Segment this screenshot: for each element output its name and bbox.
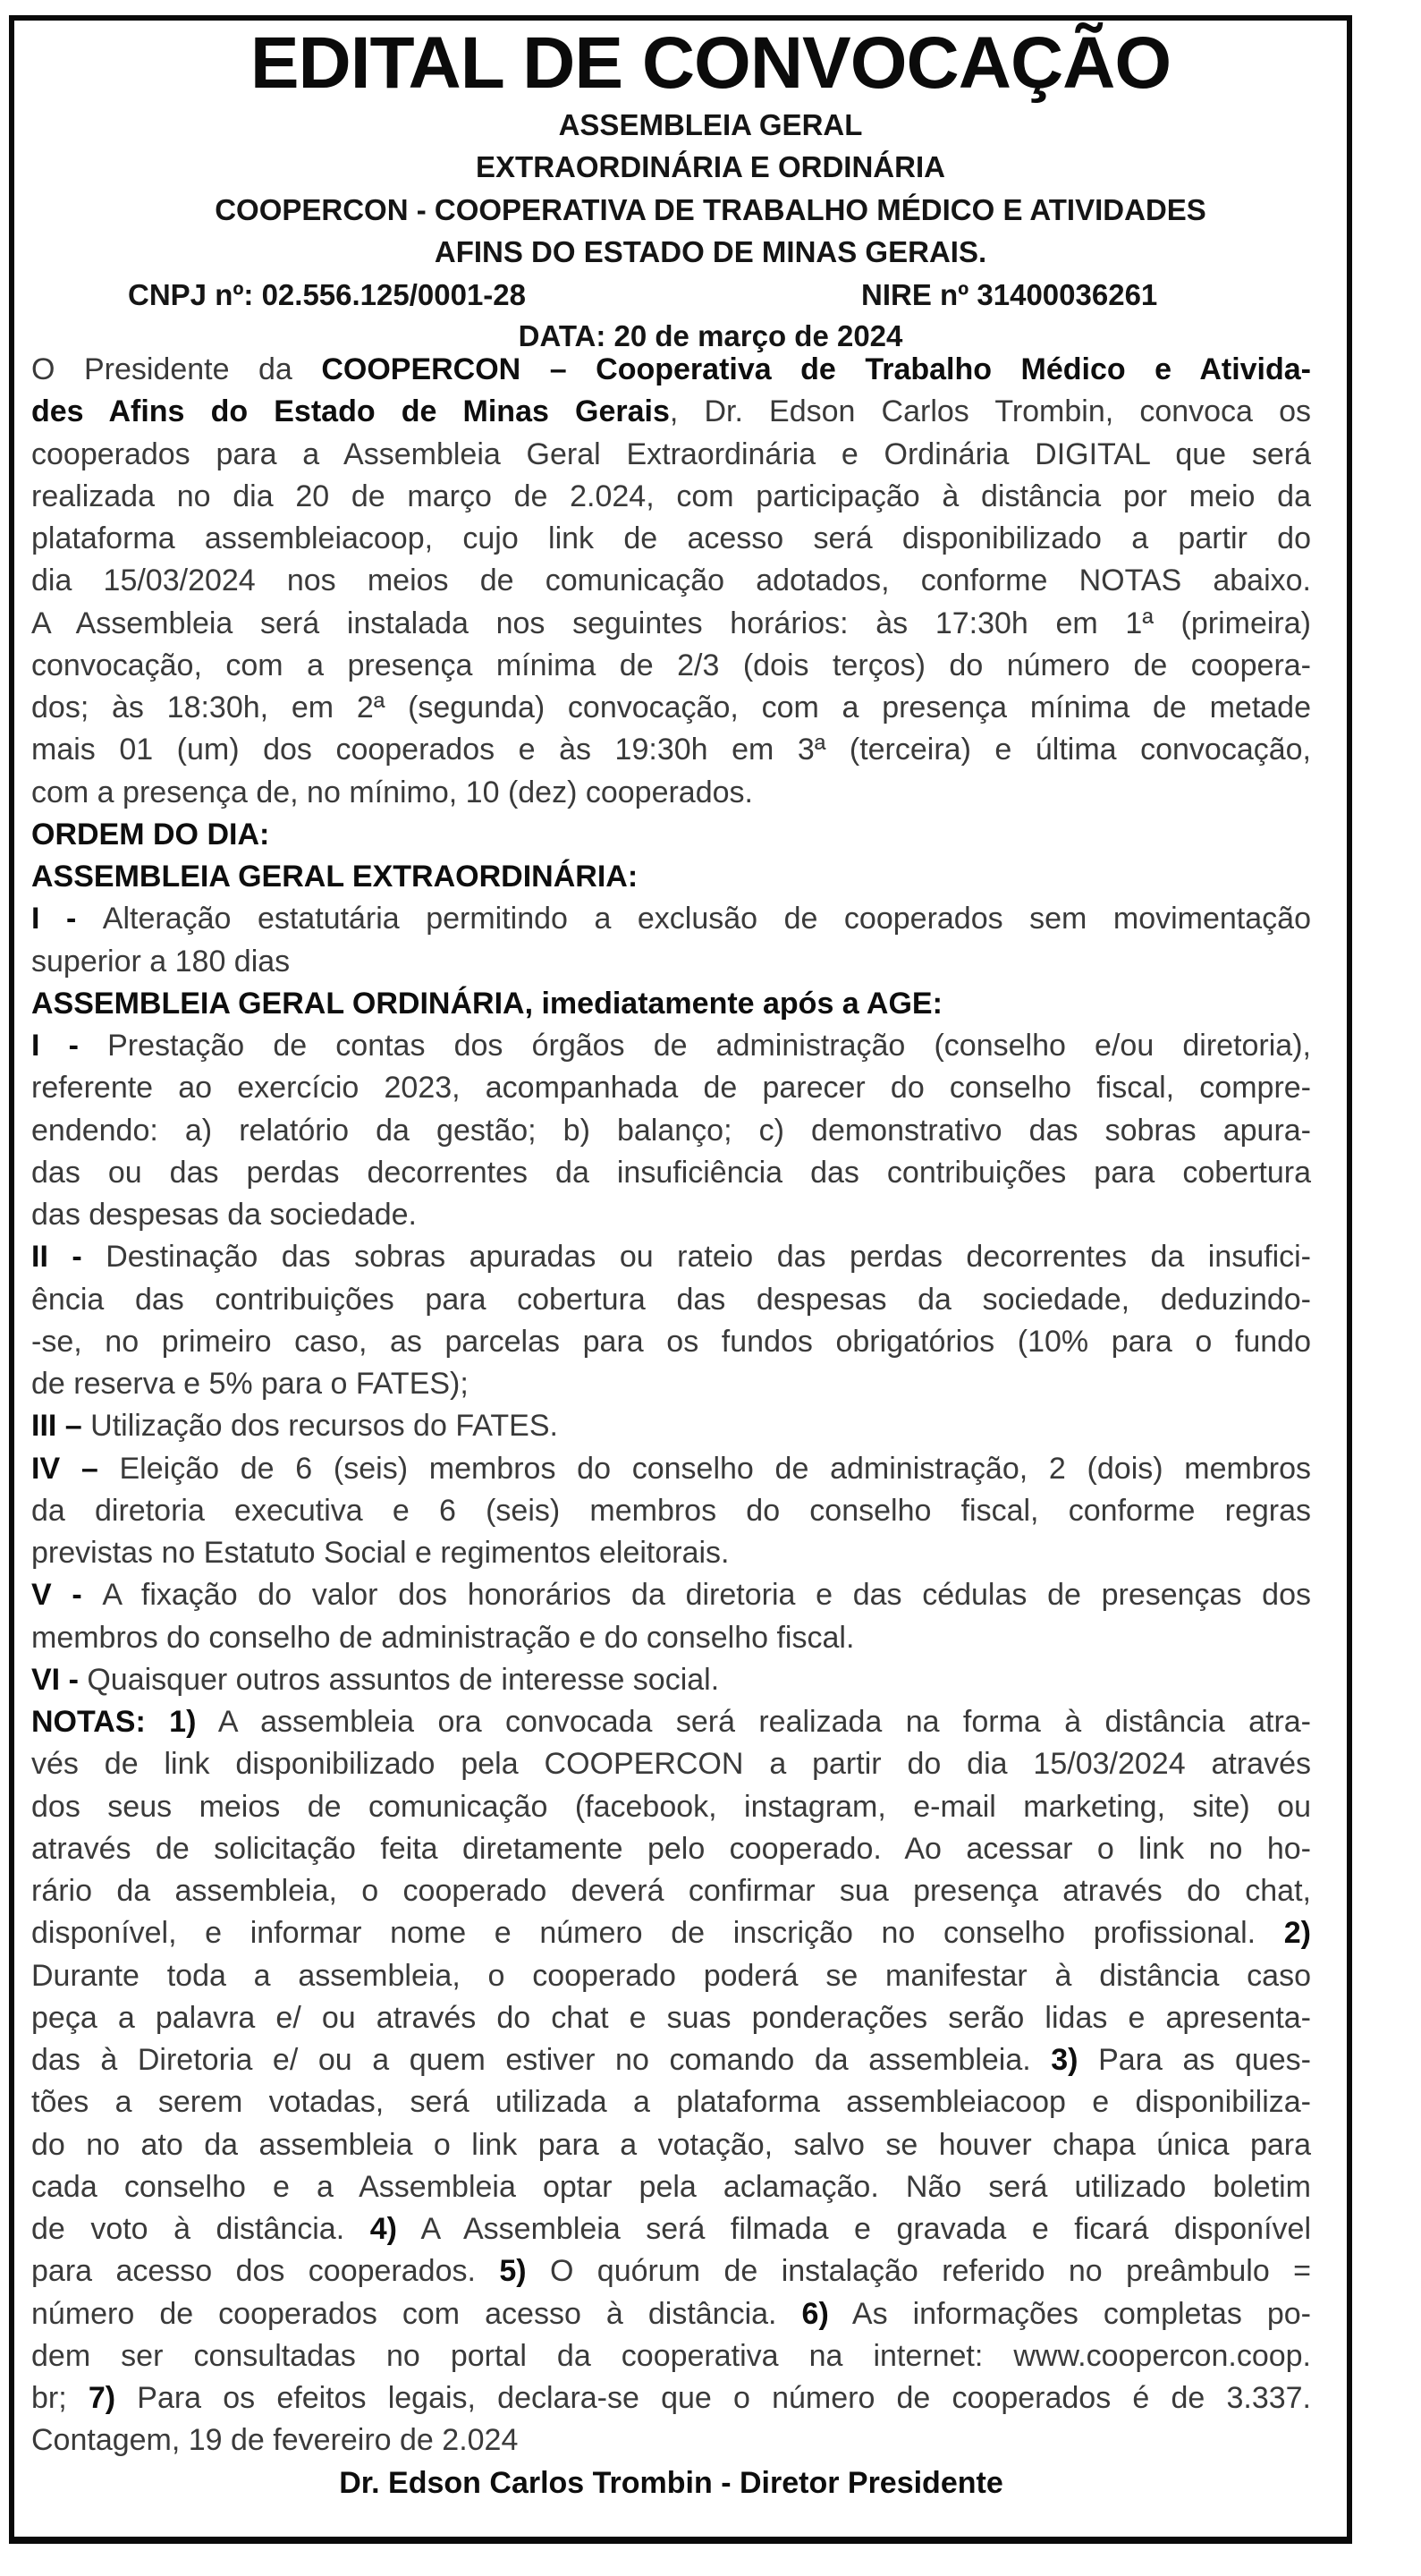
body-line: [31, 1955, 1311, 1997]
body-line: [31, 1194, 1311, 1236]
bold-text: 5): [499, 2254, 527, 2289]
text: dos; às 18:30h, em 2ª (segunda) convocação, com a presença mínima de metade: [31, 691, 1311, 724]
body-line: [31, 2081, 1311, 2123]
body-line: [31, 434, 1311, 476]
signature-line: [31, 2462, 1311, 2504]
text: Prestação de contas dos órgãos de administração (conselho e/ou diretoria),: [107, 1029, 1311, 1063]
bold-text: I -: [31, 902, 103, 936]
text: dia 15/03/2024 nos meios de comunicação adotados, conforme NOTAS abaixo.: [31, 564, 1311, 598]
text: O Presidente da: [31, 352, 322, 386]
text: membros do conselho de administração e do conselho fiscal.: [31, 1620, 855, 1655]
body-line: [31, 560, 1311, 602]
body-line: [31, 1110, 1311, 1152]
body-line: [31, 1997, 1311, 2039]
body-line: [31, 2377, 1311, 2419]
text: -se, no primeiro caso, as parcelas para os fundos obrigatórios (10% para o fundo: [31, 1324, 1311, 1359]
body-line: [31, 2166, 1311, 2208]
body-line: [31, 2293, 1311, 2335]
text: As informações completas po-: [828, 2296, 1311, 2331]
text: do no ato da assembleia o link para a votação, salvo se houver chapa única para: [31, 2127, 1311, 2162]
text: A assembleia ora convocada será realizada na forma à distância atra-: [196, 1705, 1311, 1739]
body-line: [31, 1574, 1311, 1616]
text: vés de link disponibilizado pela COOPERCON a partir do dia 15/03/2024 através: [31, 1747, 1311, 1782]
text: Quaisquer outros assuntos de interesse social.: [87, 1662, 720, 1697]
body-line: [31, 687, 1311, 729]
text: , Dr. Edson Carlos Trombin, convoca os: [669, 394, 1311, 429]
body-line: [31, 1701, 1311, 1743]
text: disponível, e informar nome e número de inscrição no conselho profissional.: [31, 1916, 1284, 1951]
text: da diretoria executiva e 6 (seis) membros do conselho fiscal, conforme regras: [31, 1493, 1311, 1528]
body-line: [31, 1279, 1311, 1321]
notice-body: [31, 349, 1311, 2504]
body-line: [31, 391, 1311, 433]
text: número de cooperados com acesso à distância.: [31, 2296, 802, 2331]
organization-name-line-2: AFINS DO ESTADO DE MINAS GERAIS.: [434, 235, 987, 268]
body-line: [31, 1828, 1311, 1870]
text: realizada no dia 20 de março de 2.024, com participação à distância por meio da: [31, 479, 1311, 513]
text: A Assembleia será instalada nos seguintes horários: às 17:30h em 1ª (primeira): [31, 606, 1311, 640]
body-line: [31, 1786, 1311, 1828]
body-line: [31, 2250, 1311, 2292]
bold-text: 3): [1051, 2043, 1078, 2077]
text: endendo: a) relatório da gestão; b) balanço; c) demonstrativo das sobras apura-: [31, 1113, 1311, 1148]
text: de voto à distância.: [31, 2212, 370, 2246]
text: A fixação do valor dos honorários da diretoria e das cédulas de presenças dos: [102, 1578, 1311, 1613]
body-line: [31, 1067, 1311, 1109]
body-line: [31, 645, 1311, 687]
body-line: [31, 1152, 1311, 1194]
text: das despesas da sociedade.: [31, 1198, 417, 1232]
text: Contagem, 19 de fevereiro de 2.024: [31, 2423, 519, 2458]
text: Utilização dos recursos do FATES.: [90, 1409, 558, 1444]
text: referente ao exercício 2023, acompanhada de parecer do conselho fiscal, compre-: [31, 1071, 1311, 1106]
cnpj-number: CNPJ nº: 02.556.125/0001-28: [128, 278, 527, 311]
body-line: [31, 2124, 1311, 2166]
text: com a presença de, no mínimo, 10 (dez) cooperados.: [31, 775, 753, 809]
text: cada conselho e a Assembleia optar pela aclamação. Não será utilizado boletim: [31, 2169, 1311, 2204]
bold-text: V -: [31, 1578, 103, 1613]
body-line: [31, 2208, 1311, 2250]
subtitle-assembly: ASSEMBLEIA GERAL: [558, 108, 863, 141]
bold-text: III –: [31, 1409, 91, 1444]
text: Alteração estatutária permitindo a exclusão de cooperados sem movimentação: [102, 902, 1311, 936]
body-line: [31, 1912, 1311, 1954]
body-line: [31, 2039, 1311, 2081]
organization-name-line-1: COOPERCON - COOPERATIVA DE TRABALHO MÉDICO E ATIVIDADES: [215, 193, 1206, 226]
bold-text: VI -: [31, 1662, 88, 1697]
text: plataforma assembleiacoop, cujo link de acesso será disponibilizado a partir do: [31, 521, 1311, 555]
bold-text: 2): [1283, 1916, 1311, 1951]
bold-text: 6): [801, 2296, 829, 2331]
body-line: [31, 898, 1311, 940]
text: para acesso dos cooperados.: [31, 2254, 500, 2289]
bold-text: des Afins do Estado de Minas Gerais: [31, 394, 670, 429]
meeting-date: DATA: 20 de março de 2024: [518, 319, 903, 352]
body-line: [31, 476, 1311, 518]
bold-text: II -: [31, 1240, 106, 1275]
body-line: [31, 1236, 1311, 1278]
bold-text: 4): [369, 2212, 397, 2246]
text: Para os efeitos legais, declara-se que o número de cooperados é de 3.337.: [115, 2381, 1311, 2415]
body-line: [31, 1448, 1311, 1490]
text: previstas no Estatuto Social e regimentos eleitorais.: [31, 1536, 730, 1570]
text: superior a 180 dias: [31, 944, 291, 979]
text: Destinação das sobras apuradas ou rateio das perdas decorrentes da insufici-: [106, 1240, 1312, 1275]
subtitle-assembly-type: EXTRAORDINÁRIA E ORDINÁRIA: [476, 150, 945, 183]
body-line: [31, 1405, 1311, 1447]
body-line: [31, 1617, 1311, 1659]
text: através de solicitação feita diretamente pelo cooperado. Ao acessar o link no ho-: [31, 1831, 1311, 1866]
text: Para as ques-: [1078, 2043, 1311, 2077]
body-line: [31, 2335, 1311, 2377]
body-line: [31, 1532, 1311, 1574]
body-line: [31, 941, 1311, 983]
text: A Assembleia será filmada e gravada e ficará disponível: [396, 2212, 1311, 2246]
bold-text: NOTAS: 1): [31, 1705, 197, 1739]
text: br;: [31, 2381, 89, 2415]
body-line: [31, 1363, 1311, 1405]
bold-text: ORDEM DO DIA:: [31, 817, 270, 852]
body-line: [31, 1743, 1311, 1785]
text: mais 01 (um) dos cooperados e às 19:30h em 3ª (terceira) e última convocação,: [31, 733, 1311, 767]
text: das ou das perdas decorrentes da insuficiência das contribuições para cobertura: [31, 1155, 1311, 1190]
body-line: [31, 1321, 1311, 1363]
body-line: [31, 603, 1311, 645]
bold-text: 7): [88, 2381, 116, 2415]
bold-text: ASSEMBLEIA GERAL ORDINÁRIA, imediatamente após a AGE:: [31, 986, 943, 1021]
body-line: [31, 983, 1311, 1025]
bold-text: Dr. Edson Carlos Trombin - Diretor Presidente: [339, 2465, 1003, 2500]
text: Eleição de 6 (seis) membros do conselho de administração, 2 (dois) membros: [119, 1451, 1311, 1486]
text: dos seus meios de comunicação (facebook, instagram, e-mail marketing, site) ou: [31, 1789, 1311, 1824]
body-line: [31, 856, 1311, 898]
text: peça a palavra e/ ou através do chat e suas ponderações serão lidas e apresenta-: [31, 2000, 1311, 2035]
nire-number: NIRE nº 31400036261: [861, 278, 1158, 311]
body-line: [31, 1870, 1311, 1912]
bold-text: ASSEMBLEIA GERAL EXTRAORDINÁRIA:: [31, 860, 639, 894]
text: Durante toda a assembleia, o cooperado poderá se manifestar à distância caso: [31, 1958, 1311, 1993]
body-line: [31, 349, 1311, 391]
text: cooperados para a Assembleia Geral Extraordinária e Ordinária DIGITAL que será: [31, 436, 1311, 471]
text: rário da assembleia, o cooperado deverá confirmar sua presença através do chat,: [31, 1874, 1311, 1908]
body-line: [31, 2419, 1311, 2462]
notice-title: EDITAL DE CONVOCAÇÃO: [250, 22, 1171, 104]
bold-text: IV –: [31, 1451, 120, 1486]
body-line: [31, 518, 1311, 560]
bold-text: COOPERCON – Cooperativa de Trabalho Médico e Ativida-: [321, 352, 1311, 386]
text: convocação, com a presença mínima de 2/3 (dois terços) do número de coopera-: [31, 648, 1311, 682]
text: dem ser consultadas no portal da cooperativa na internet: www.coopercon.coop.: [31, 2338, 1311, 2373]
body-line: [31, 772, 1311, 814]
text: de reserva e 5% para o FATES);: [31, 1367, 469, 1401]
text: ência das contribuições para cobertura das despesas da sociedade, deduzindo-: [31, 1282, 1311, 1317]
body-line: [31, 729, 1311, 771]
body-line: [31, 1025, 1311, 1067]
body-line: [31, 814, 1311, 856]
body-line: [31, 1659, 1311, 1701]
text: O quórum de instalação referido no preâmbulo =: [526, 2254, 1312, 2289]
body-line: [31, 1490, 1311, 1532]
text: das à Diretoria e/ ou a quem estiver no comando da assembleia.: [31, 2043, 1052, 2077]
text: tões a serem votadas, será utilizada a plataforma assembleiacoop e disponibiliza-: [31, 2085, 1311, 2120]
bold-text: I -: [31, 1029, 108, 1063]
